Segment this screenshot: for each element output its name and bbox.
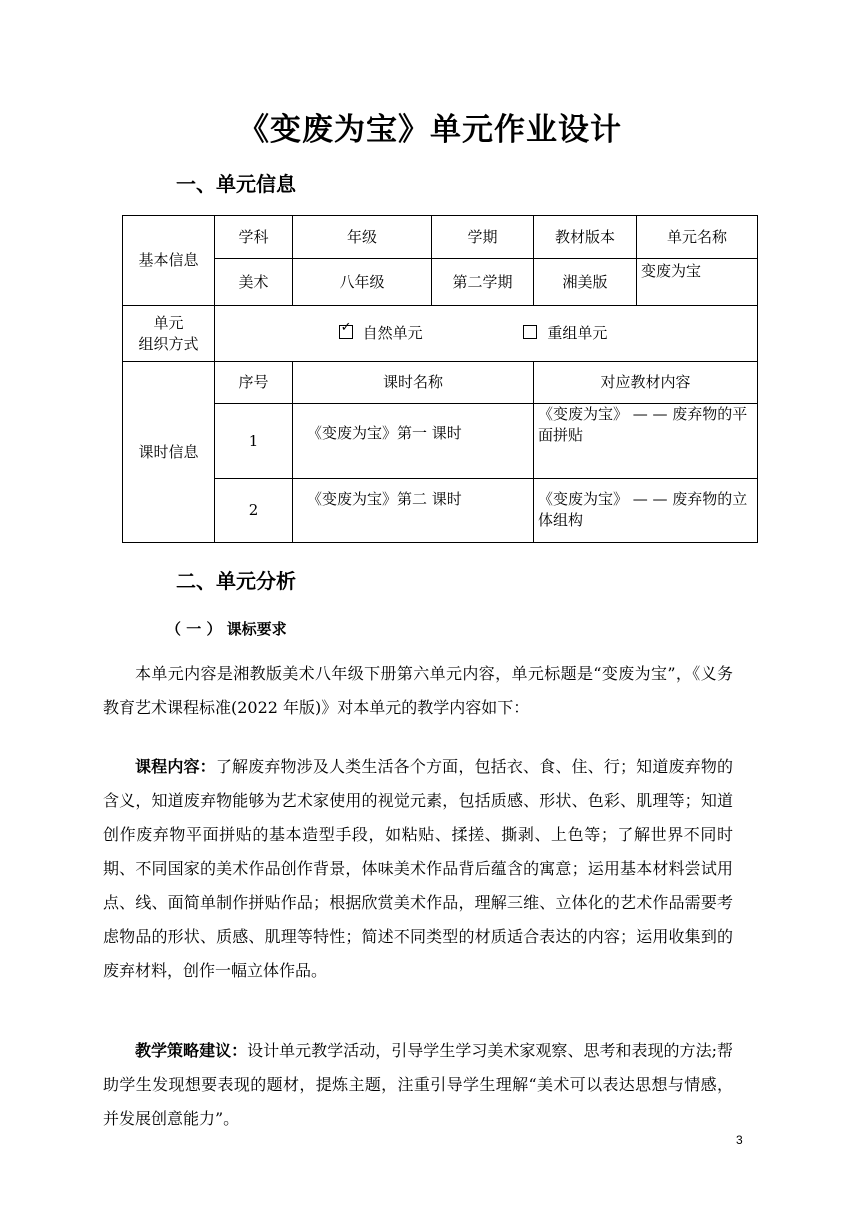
- header-semester: 学期: [432, 216, 534, 259]
- lesson-2-no: 2: [215, 479, 293, 543]
- checkbox-checked-icon[interactable]: ✓: [339, 325, 353, 339]
- org-method-label: [123, 306, 215, 362]
- option-regroup-label: 重组单元: [547, 324, 608, 342]
- header-grade: 年级: [293, 216, 432, 259]
- page-number: 3: [736, 1133, 743, 1147]
- header-unit-name: 单元名称: [637, 216, 758, 259]
- strategy-paragraph: [103, 1034, 733, 1136]
- lesson-header-content: 对应教材内容: [534, 362, 758, 404]
- strategy-label: 教学策略建议：: [135, 1041, 248, 1060]
- lesson-info-label: 课时信息: [123, 362, 215, 543]
- intro-paragraph: 本单元内容是湘教版美术八年级下册第六单元内容，单元标题是“变废为宝”，《义务教育艺术课程标准(2022 年版)》对本单元的教学内容如下：: [103, 664, 733, 717]
- section-heading-unit-info: 一、单元信息: [176, 172, 296, 196]
- document-title: 《变废为宝》单元作业设计: [238, 112, 622, 148]
- lesson-2-name: 《变废为宝》第二 课时: [293, 479, 534, 543]
- header-subject: 学科: [215, 216, 293, 259]
- unit-info-table: [122, 215, 758, 543]
- course-content-paragraph: [103, 750, 733, 988]
- header-edition: 教材版本: [534, 216, 637, 259]
- value-unit-name: 变废为宝: [637, 259, 758, 306]
- option-natural-label: 自然单元: [362, 324, 423, 342]
- org-label-line1: 单元: [153, 313, 184, 332]
- org-label-line2: 组织方式: [138, 334, 199, 353]
- checkbox-empty-icon[interactable]: [523, 325, 537, 339]
- section-heading-unit-analysis: 二、单元分析: [176, 569, 296, 593]
- value-grade: 八年级: [293, 259, 432, 306]
- course-content-text: 了解废弃物涉及人类生活各个方面，包括衣、食、住、行；知道废弃物的含义，知道废弃物能够为艺术家使用的视觉元素，包括质感、形状、色彩、肌理等；知道创作废弃物平面拼贴的基本造型手段，如粘贴、揉搓、撕剥、上色等；了解世界不同时期、不同国家的美术作品创作背景，体味美术作品背后蕴含的寓意；运用基本材料尝试用点、线、面简单制作拼贴作品；根据欣赏美术作品，理解三维、立体化的艺术作品需要考虑物品的形状、质感、肌理等特性；简述不同类型的材质适合表达的内容；运用收集到的废弃材料，创作一幅立体作品。: [103, 757, 733, 980]
- basic-info-label: 基本信息: [123, 216, 215, 306]
- value-semester: 第二学期: [432, 259, 534, 306]
- subsection-heading-curriculum: （ 一 ） 课标要求: [166, 620, 287, 638]
- org-method-options: [215, 306, 758, 362]
- lesson-1-name: 《变废为宝》第一 课时: [293, 404, 534, 479]
- lesson-1-no: 1: [215, 404, 293, 479]
- lesson-header-no: 序号: [215, 362, 293, 404]
- option-natural-unit[interactable]: [339, 320, 519, 344]
- strategy-text: 设计单元教学活动，引导学生学习美术家观察、思考和表现的方法;帮助学生发现想要表现的题材，提炼主题，注重引导学生理解“美术可以表达思想与情感，并发展创意能力”。: [103, 1041, 733, 1128]
- value-subject: 美术: [215, 259, 293, 306]
- value-edition: 湘美版: [534, 259, 637, 306]
- lesson-1-content: 《变废为宝》 — — 废弃物的平面拼贴: [534, 404, 758, 479]
- lesson-2-content: 《变废为宝》 — — 废弃物的立体组构: [534, 479, 758, 543]
- course-content-label: 课程内容：: [135, 757, 216, 776]
- option-regroup-unit[interactable]: [523, 323, 633, 344]
- lesson-header-name: 课时名称: [293, 362, 534, 404]
